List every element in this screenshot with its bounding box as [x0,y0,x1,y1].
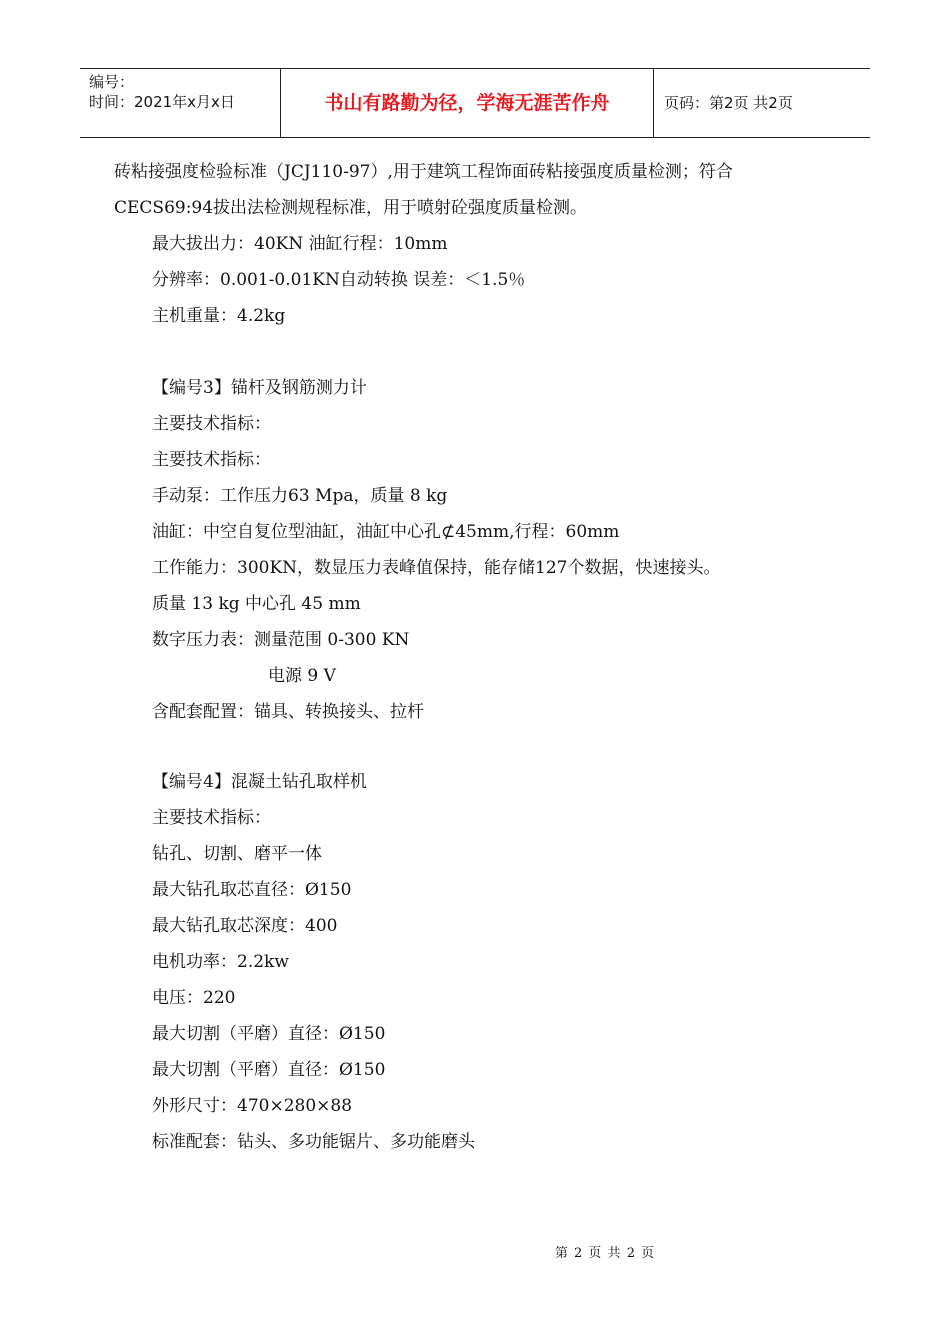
body-line: 主要技术指标： [152,808,271,828]
body-line: 数字压力表：测量范围 0-300 KN [152,630,410,650]
document-time-label: 时间：2021年x月x日 [89,93,235,111]
body-line: CECS69:94拔出法检测规程标准，用于喷射砼强度质量检测。 [114,198,588,218]
body-line: 钻孔、切割、磨平一体 [152,844,322,864]
body-line: 最大拔出力：40KN 油缸行程：10mm [152,234,448,254]
body-line: 主要技术指标： [152,414,271,434]
header-motto: 书山有路勤为径，学海无涯苦作舟 [281,69,654,137]
body-line: 外形尺寸：470×280×88 [152,1096,353,1116]
body-line: 最大切割（平磨）直径：Ø150 [152,1024,386,1044]
body-line: 分辨率：0.001-0.01KN自动转换 误差：＜1.5％ [152,270,526,290]
body-line: 含配套配置：锚具、转换接头、拉杆 [152,702,424,722]
body-line: 砖粘接强度检验标准（JCJ110-97）,用于建筑工程饰面砖粘接强度质量检测；符合 [114,162,733,182]
page-footer [0,1244,950,1264]
document-number-label: 编号： [89,73,135,91]
body-line: 电源 9 V [268,666,336,686]
body-line: 主要技术指标： [152,450,271,470]
body-line: 最大切割（平磨）直径：Ø150 [152,1060,386,1080]
body-line: 标准配套：钻头、多功能锯片、多功能磨头 [152,1132,475,1152]
body-line: 最大钻孔取芯深度：400 [152,916,338,936]
body-line: 主机重量：4.2kg [152,306,286,326]
header-page-info: 页码：第2页 共2页 [664,94,793,112]
page-header [80,68,870,138]
body-line: 手动泵：工作压力63 Mpa，质量 8 kg [152,486,448,506]
footer-page-number: 第 2 页 共 2 页 [554,1246,656,1261]
section-heading-4: 【编号4】混凝土钻孔取样机 [152,772,367,792]
body-line: 最大钻孔取芯直径：Ø150 [152,880,352,900]
body-line: 工作能力：300KN，数显压力表峰值保持，能存储127个数据，快速接头。 [152,558,721,578]
header-meta [80,69,281,137]
body-line: 油缸：中空自复位型油缸，油缸中心孔⊄45mm,行程：60mm [152,522,620,542]
body-line: 电压：220 [152,988,236,1008]
section-heading-3: 【编号3】锚杆及钢筋测力计 [152,378,367,398]
body-line: 质量 13 kg 中心孔 45 mm [152,594,361,614]
body-line: 电机功率：2.2kw [152,952,289,972]
